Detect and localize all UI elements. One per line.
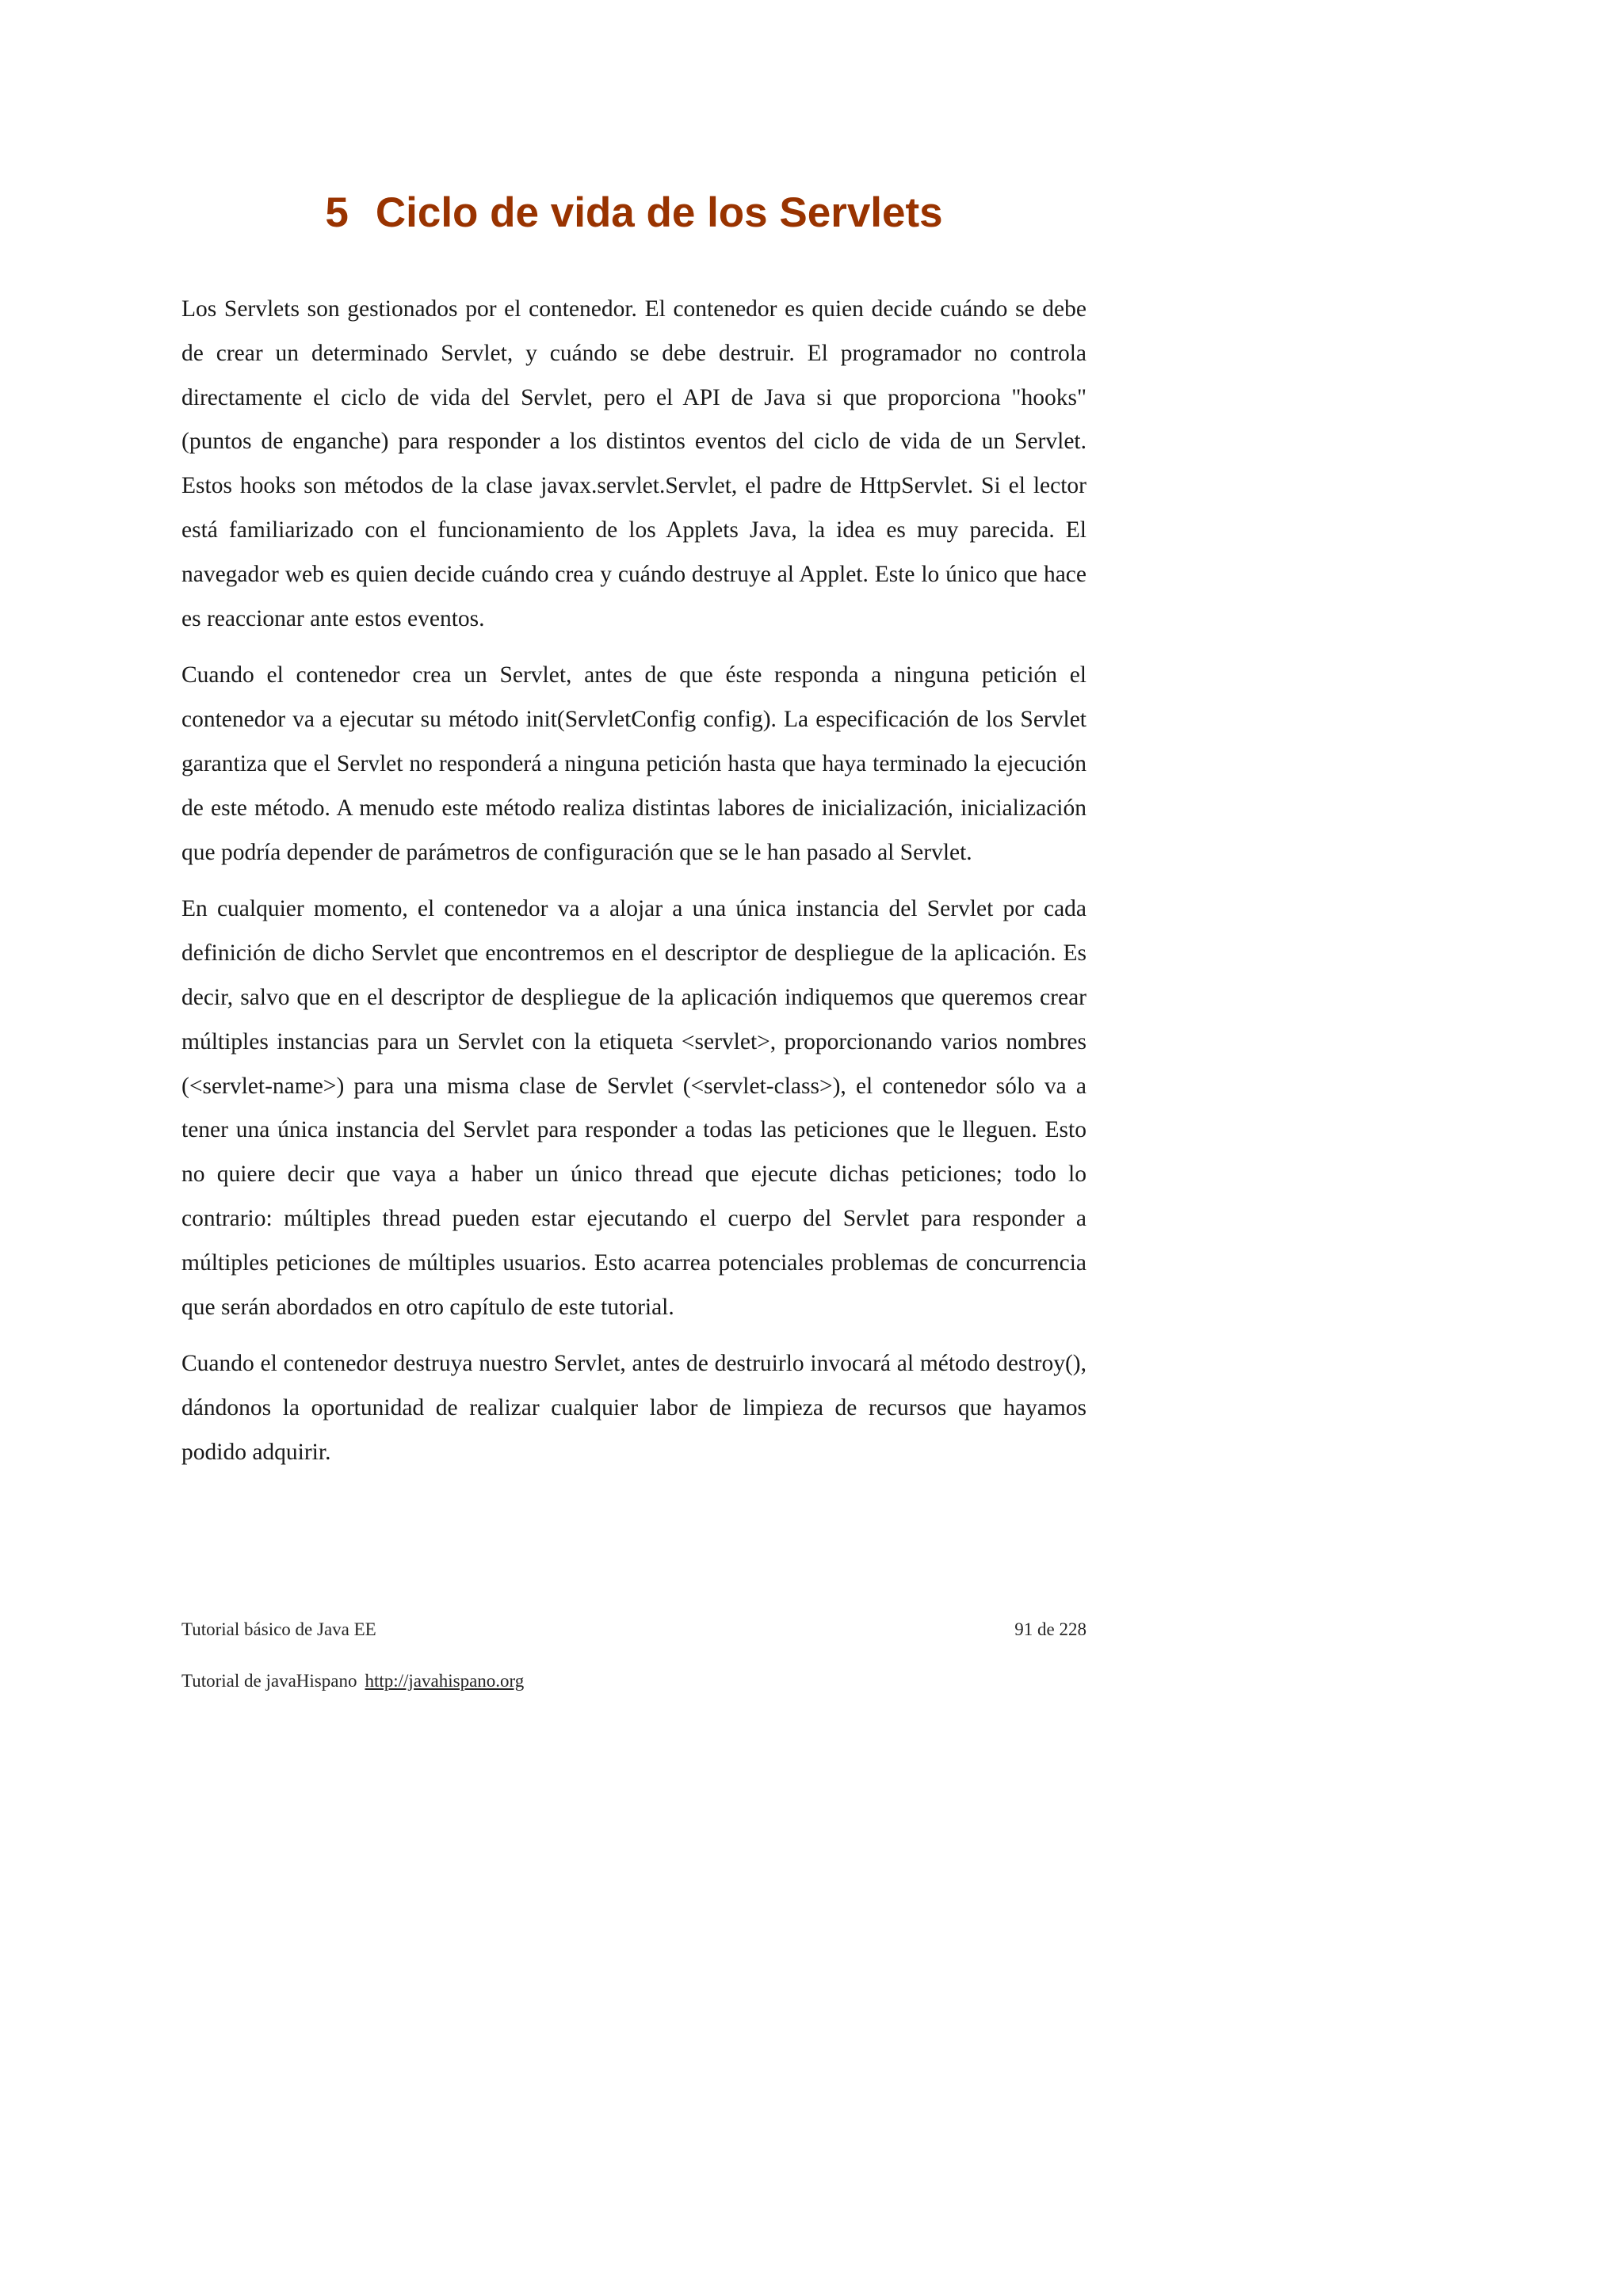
chapter-number: 5 (325, 189, 349, 236)
paragraph: Cuando el contenedor destruya nuestro Servlet, antes de destruirlo invocará al método destroy(), dándonos la oportunidad de realizar cualquier labor de limpieza de recursos que hayamos podido adquirir. (181, 1351, 1086, 1465)
paragraph: En cualquier momento, el contenedor va a alojar a una única instancia del Servlet por cada definición de dicho Servlet que encontremos en el descriptor de despliegue de la aplicación. Es decir, salvo que en el descriptor de despliegue de la aplicación indiquemos que queremos crear múltiples instancias para un Servlet con la etiqueta <servlet>, proporcionando varios nombres (<servlet-name>) para una misma clase de Servlet (<servlet-class>), el contenedor sólo va a tener una única instancia del Servlet para responder a todas las peticiones que le lleguen. Esto no quiere decir que vaya a haber un único thread que ejecute dichas peticiones; todo lo contrario: múltiples thread pueden estar ejecutando el cuerpo del Servlet para responder a múltiples peticiones de múltiples usuarios. Esto acarrea potenciales problemas de concurrencia que serán abordados en otro capítulo de este tutorial. (181, 896, 1086, 1320)
footer-credit-text: Tutorial de javaHispano (181, 1671, 357, 1691)
body-text (181, 288, 1086, 1488)
paragraph: Los Servlets son gestionados por el contenedor. El contenedor es quien decide cuándo se debe de crear un determinado Servlet, y cuándo se debe destruir. El programador no controla directamente el ciclo de vida del Servlet, pero el API de Java si que proporciona "hooks" (puntos de enganche) para responder a los distintos eventos del ciclo de vida de un Servlet. Estos hooks son métodos de la clase javax.servlet.Servlet, el padre de HttpServlet. Si el lector está familiarizado con el funcionamiento de los Applets Java, la idea es muy parecida. El navegador web es quien decide cuándo crea y cuándo destruye al Applet. Este lo único que hace es reaccionar ante estos eventos. (181, 296, 1086, 631)
footer (181, 1619, 1086, 1640)
chapter-title: Ciclo de vida de los Servlets (375, 189, 943, 236)
footer-link[interactable]: http://javahispano.org (365, 1671, 525, 1691)
footer-book-title: Tutorial básico de Java EE (181, 1619, 376, 1639)
page-indicator: 91 de 228 (1014, 1619, 1086, 1639)
page-title (0, 189, 1268, 237)
paragraph: Cuando el contenedor crea un Servlet, antes de que éste responda a ninguna petición el contenedor va a ejecutar su método init(ServletConfig config). La especificación de los Servlet garantiza que el Servlet no responderá a ninguna petición hasta que haya terminado la ejecución de este método. A menudo este método realiza distintas labores de inicialización, inicialización que podría depender de parámetros de configuración que se le han pasado al Servlet. (181, 662, 1086, 865)
footer-credit (181, 1671, 1086, 1691)
